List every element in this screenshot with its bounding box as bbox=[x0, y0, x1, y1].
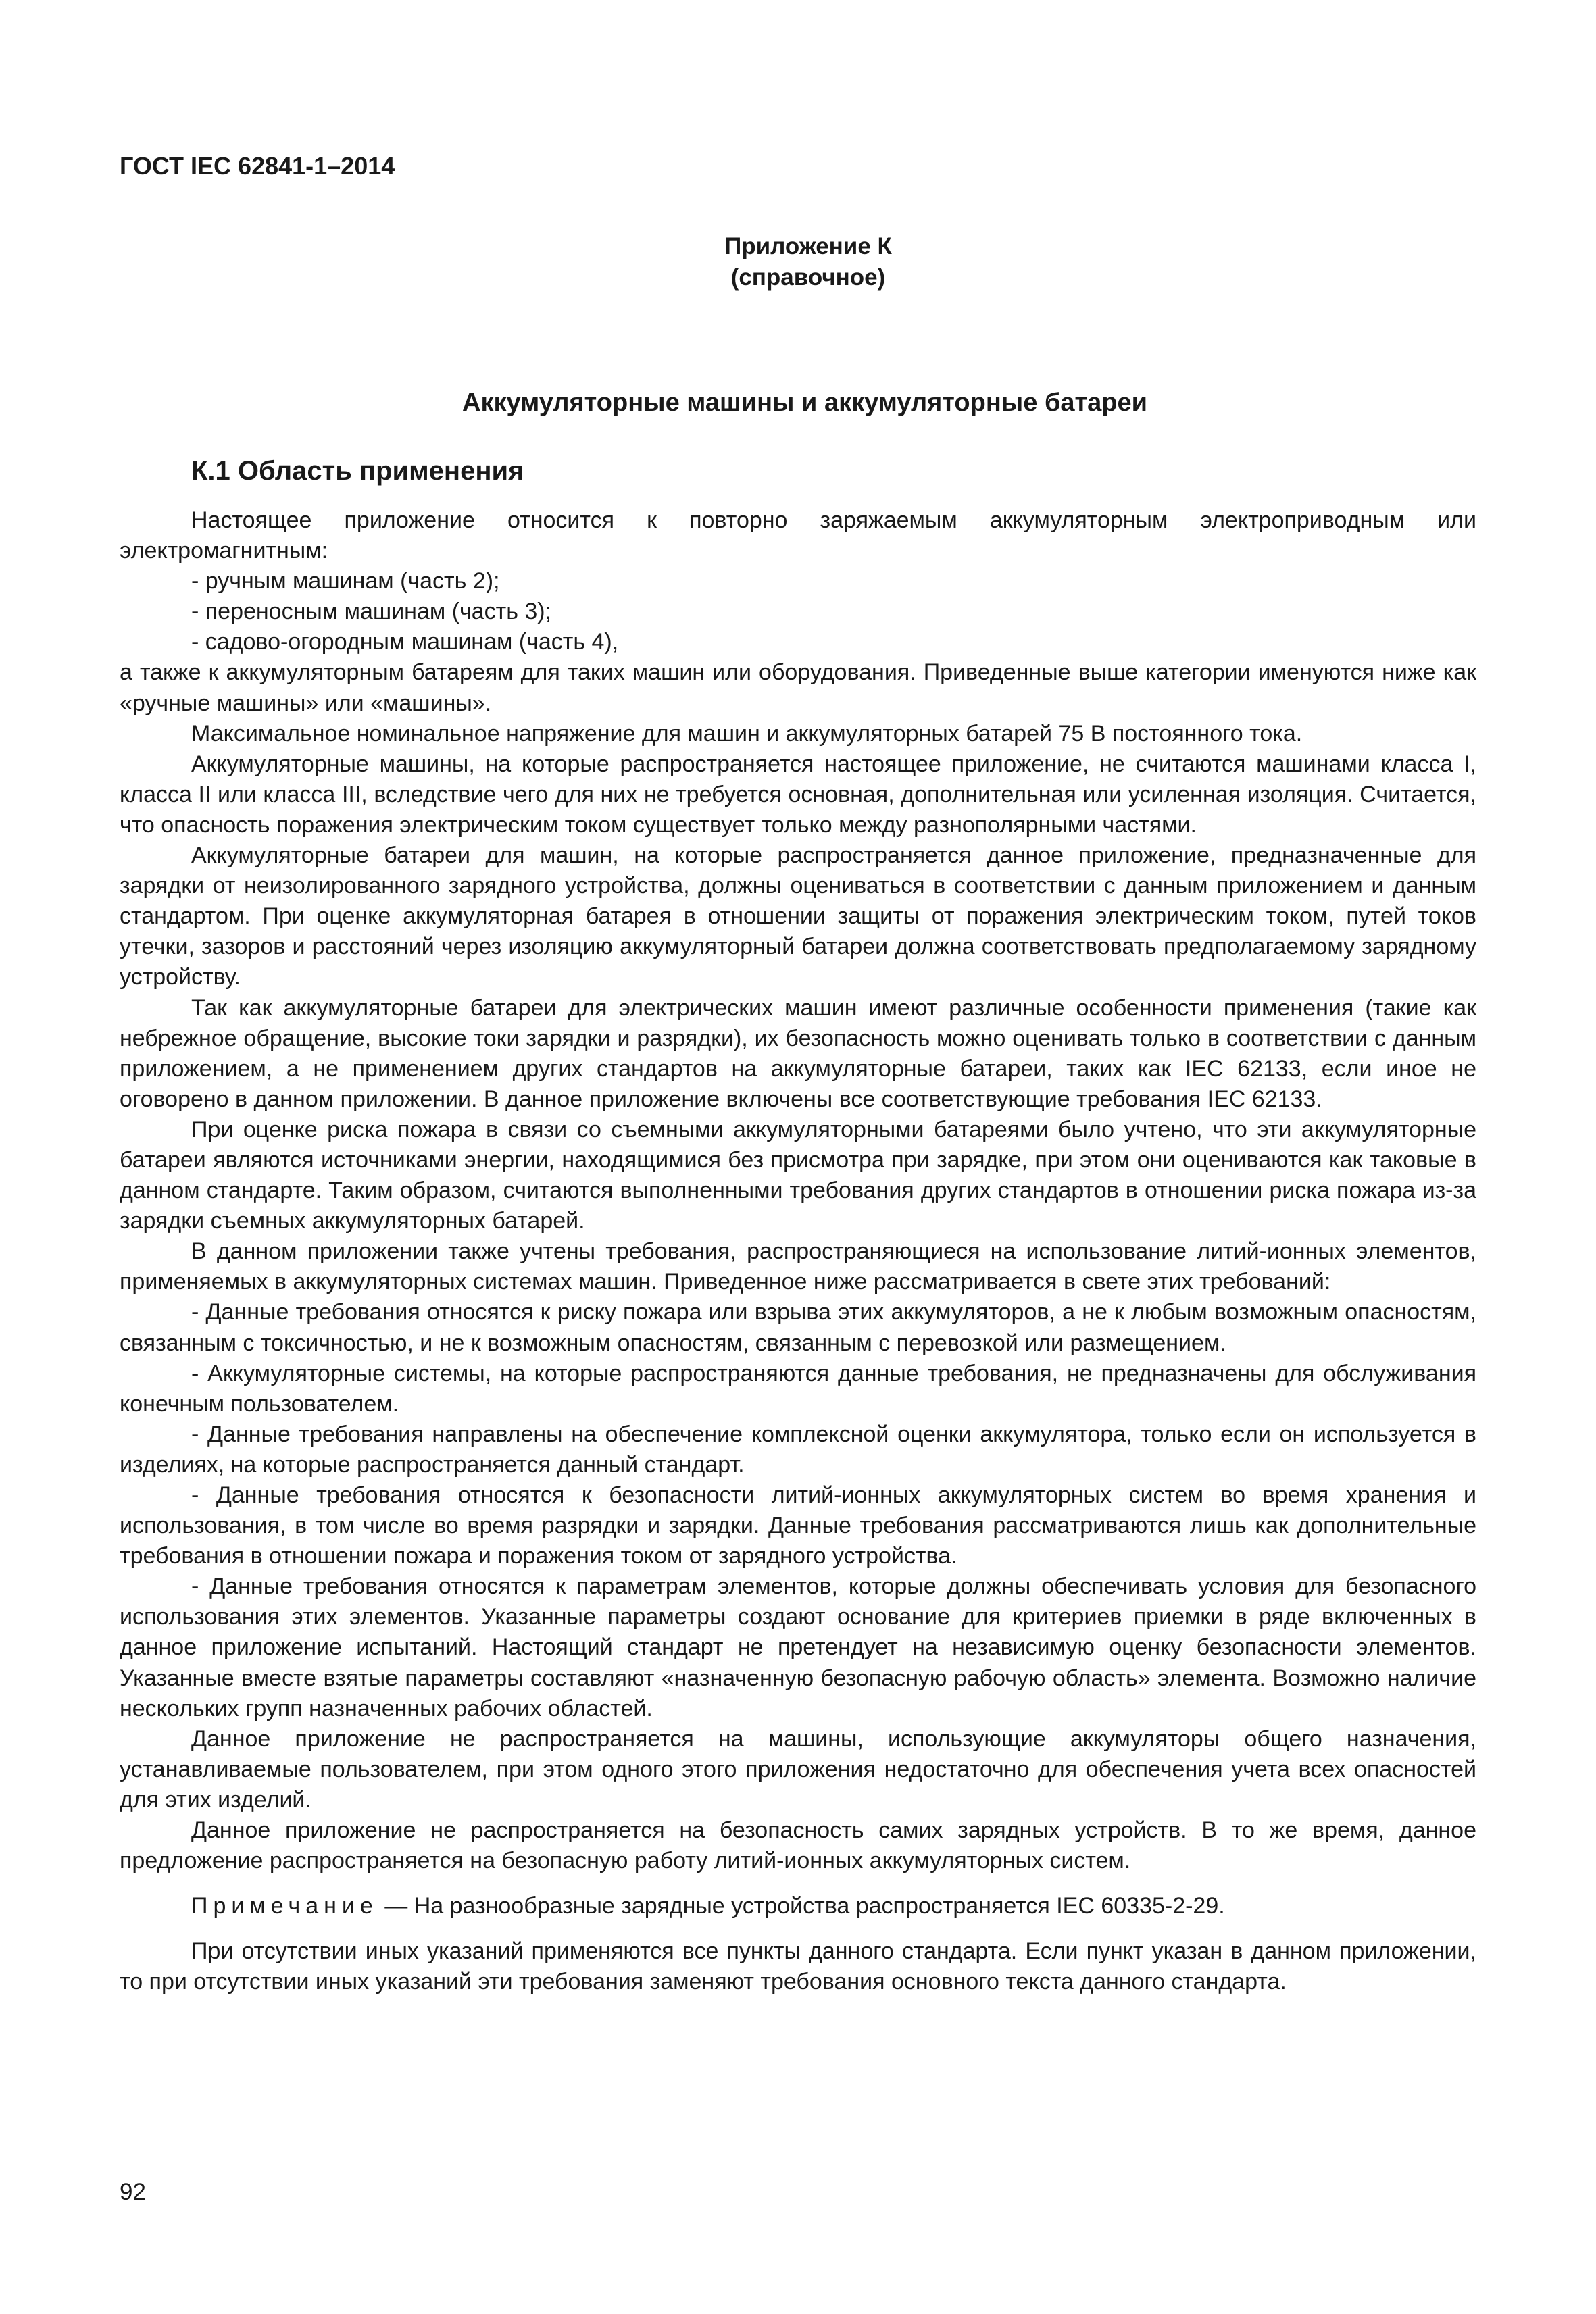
paragraph-intro: Настоящее приложение относится к повторно заряжаемым аккумуляторным электроприводным или электромагнитным: bbox=[120, 507, 1476, 564]
requirement-item: - Данные требования относятся к параметрам элементов, которые должны обеспечивать условия для безопасного использования этих элементов. Указанные параметры создают основание для критериев приемки в ряде включенных в данное приложение испытаний. Настоящий стандарт не претендует на независимую оценку безопасности элементов. Указанные вместе взятые параметры составляют «назначенную безопасную рабочую область» элемента. Возможно наличие нескольких групп назначенных рабочих областей. bbox=[120, 1574, 1476, 1721]
note-label: Примечание bbox=[191, 1893, 378, 1919]
paragraph: Данное приложение не распространяется на машины, использующие аккумуляторы общего назначения, устанавливаемые пользователем, при этом одного этого приложения недостаточно для обеспечения учета всех опасностей для этих изделий. bbox=[120, 1726, 1476, 1813]
requirement-item: - Аккумуляторные системы, на которые распространяются данные требования, не предназначены для обслуживания конечным пользователем. bbox=[120, 1360, 1476, 1417]
paragraph: Аккумуляторные батареи для машин, на которые распространяется данное приложение, предназначенные для зарядки от неизолированного зарядного устройства, должны оцениваться в соответствии с данным приложением и данным стандартом. При оценке аккумуляторная батарея в отношении защиты от поражения электрическим током, путей токов утечки, зазоров и расстояний через изоляцию аккумуляторный батареи должна соответствовать предполагаемому зарядному устройству. bbox=[120, 842, 1476, 990]
page-number: 92 bbox=[120, 2179, 146, 2205]
section-title: К.1 Область применения bbox=[191, 456, 524, 486]
document-body bbox=[120, 505, 1476, 1998]
requirement-item: - Данные требования направлены на обеспечение комплексной оценки аккумулятора, только если он используется в изделиях, на которые распространяется данный стандарт. bbox=[120, 1421, 1476, 1478]
paragraph: Максимальное номинальное напряжение для машин и аккумуляторных батарей 75 В постоянного тока. bbox=[191, 720, 1303, 747]
list-item: - садово-огородным машинам (часть 4), bbox=[191, 629, 619, 655]
paragraph-continuation: а также к аккумуляторным батареям для таких машин или оборудования. Приведенные выше категории именуются ниже как «ручные машины» или «машины». bbox=[120, 659, 1476, 716]
note-text: — На разнообразные зарядные устройства распространяется IEC 60335-2-29. bbox=[378, 1893, 1225, 1919]
annex-heading bbox=[0, 231, 1596, 293]
annex-title: Аккумуляторные машины и аккумуляторные батареи bbox=[462, 388, 1147, 417]
paragraph: При оценке риска пожара в связи со съемными аккумуляторными батареями было учтено, что эти аккумуляторные батареи являются источниками энергии, находящимися без присмотра при зарядке, при этом они оцениваются как таковые в данном стандарте. Таким образом, считаются выполненными требования других стандартов в отношении риска пожара из-за зарядки съемных аккумуляторных батарей. bbox=[120, 1116, 1476, 1234]
requirement-item: - Данные требования относятся к безопасности литий-ионных аккумуляторных систем во время хранения и использования, в том числе во время разрядки и зарядки. Данные требования рассматриваются лишь как дополнительные требования в отношении пожара и поражения током от зарядного устройства. bbox=[120, 1482, 1476, 1569]
list-item: - переносным машинам (часть 3); bbox=[191, 599, 552, 625]
list-item: - ручным машинам (часть 2); bbox=[191, 568, 500, 595]
document-code-header: ГОСТ IEC 62841-1–2014 bbox=[120, 152, 395, 180]
requirement-item: - Данные требования относятся к риску пожара или взрыва этих аккумуляторов, а не к любым возможным опасностям, связанным с токсичностью, и не к возможным опасностям, связанным с перевозкой или размещением. bbox=[120, 1299, 1476, 1356]
paragraph: Аккумуляторные машины, на которые распространяется настоящее приложение, не считаются машинами класса I, класса II или класса III, вследствие чего для них не требуется основная, дополнительная или усиленная изоляция. Считается, что опасность поражения электрическим током существует только между разнополярными частями. bbox=[120, 751, 1476, 838]
paragraph: Так как аккумуляторные батареи для электрических машин имеют различные особенности применения (такие как небрежное обращение, высокие токи зарядки и разрядки), их безопасность можно оценивать только в соответствии с данным приложением, а не применением других стандартов на аккумуляторные батареи, таких как IEC 62133, если иное не оговорено в данном приложении. В данное приложение включены все соответствующие требования IEC 62133. bbox=[120, 995, 1476, 1112]
note bbox=[120, 1891, 1476, 1921]
paragraph-final: При отсутствии иных указаний применяются все пункты данного стандарта. Если пункт указан в данном приложении, то при отсутствии иных указаний эти требования заменяют требования основного текста данного стандарта. bbox=[120, 1938, 1476, 1995]
annex-type: (справочное) bbox=[730, 264, 886, 291]
paragraph: В данном приложении также учтены требования, распространяющиеся на использование литий-ионных элементов, применяемых в аккумуляторных системах машин. Приведенное ниже рассматривается в свете этих требований: bbox=[120, 1238, 1476, 1295]
annex-label: Приложение К bbox=[724, 233, 892, 259]
paragraph: Данное приложение не распространяется на безопасность самих зарядных устройств. В то же время, данное предложение распространяется на безопасную работу литий-ионных аккумуляторных систем. bbox=[120, 1817, 1476, 1874]
